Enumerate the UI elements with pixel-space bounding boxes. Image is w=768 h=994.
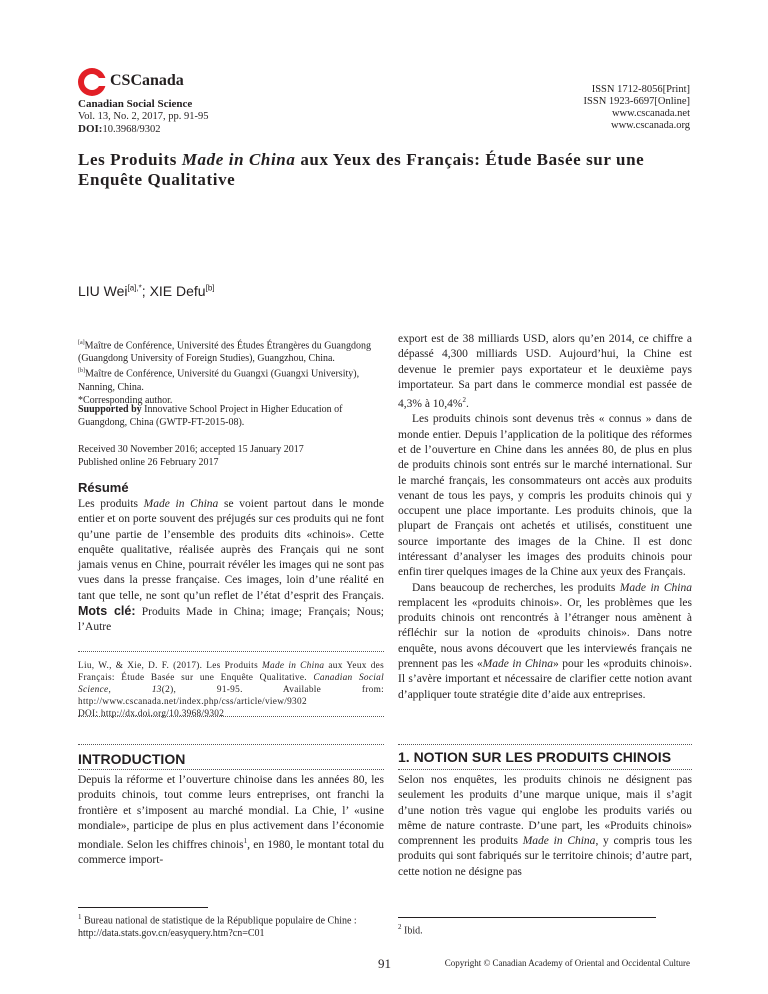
doi-label: DOI: (78, 123, 103, 135)
citation (78, 660, 384, 720)
intro-top-rule (78, 744, 384, 745)
issn-online: ISSN 1923-6697[Online] (583, 96, 690, 107)
website-link-2[interactable]: www.cscanada.org (610, 120, 690, 131)
footnote-num: 1 (78, 913, 82, 921)
received-date: Received 30 November 2016; accepted 15 January 2017 (78, 444, 304, 455)
intro-part: Depuis la réforme et l’ouverture chinoise dans les années 80, les produits chinois, tout comme leurs entreprises, ont franchi la frontière et s’imposent au marché mondial. La Chie, l’ «usine mondiale», participe de plus en plus activement dans l’économie mondiale. Selon les chiffres chinois (78, 774, 384, 852)
title-part: Les Produits (78, 150, 182, 169)
intro-heading: INTRODUCTION (78, 751, 186, 767)
intro-part: , en 1980, le montant total du commerce import- (78, 839, 384, 867)
authors (78, 283, 215, 299)
author-name: XIE Defu (149, 283, 206, 299)
cscanada-logo-icon (78, 68, 106, 96)
footnote-rule (78, 907, 208, 908)
footnote-rule (398, 917, 656, 918)
footnote-ref[interactable]: 1 (243, 837, 248, 846)
section1-top-rule (398, 744, 692, 745)
title-italic: Made in China (181, 150, 296, 169)
author-sup: [a],* (127, 283, 142, 293)
corresponding-author: *Corresponding author. (78, 394, 173, 406)
dates (78, 443, 384, 469)
citation-top-rule (78, 651, 384, 652)
citation-part: Liu, W., & Xie, D. F. (2017). Les Produits (78, 661, 262, 671)
article-title (78, 150, 698, 190)
keywords: Produits Made in China; image; Français; Nous; l’Autre (78, 606, 384, 634)
affil-sup: [b] (78, 368, 85, 375)
paragraph-part: . (466, 398, 469, 411)
journal-info (78, 98, 208, 136)
intro-bottom-rule (78, 769, 384, 770)
footnote-2 (398, 921, 692, 937)
funding-text: Innovative School Project in Higher Education of Guangdong, China (GWTP-FT-2015-08). (78, 404, 343, 428)
resume-text (78, 497, 384, 636)
paragraph-part: Selon nos enquêtes, les produits chinois ne désignent pas seulement les produits d’une marque unique, mais il s’agit d’une notion très vague qui englobe les produits variés ou même de nature contraste. D’une part, les «Produits chinois» comprennent les produits (398, 774, 692, 848)
citation-part: aux Yeux des Français: Étude Basée sur une Enquête Qualitative. (78, 661, 384, 683)
page-number: 91 (378, 956, 391, 971)
paragraph: Les produits chinois sont devenus très « connus » dans de monde entier. Depuis l’application de la politique des réformes et de l’ouverture en Chine dans les années 80, de plus en plus de produits chinois sont entrés sur le marché international. Sur le marché français, les consommateurs ont accès aux produits venant de tous les pays, y compris les produits chinois qui y occupent une place importante. Les produits chinois, que la plupart de Français ont achetés et utilisés, constituent une source importante des images de la Chine. Il est donc intéressant d’analyser les images des produits chinois pour enfin tirer quelques images de la Chine aux yeux des Français. (398, 413, 692, 579)
paragraph-part: Dans beaucoup de recherches, les produits (412, 581, 620, 594)
resume-part: Les produits (78, 498, 144, 510)
author-separator: ; (141, 283, 150, 299)
section1-heading: 1. NOTION SUR LES PRODUITS CHINOIS (398, 749, 672, 765)
citation-italic: Made in China (261, 661, 325, 671)
funding-label: Suupported by (78, 404, 142, 415)
doi-value: 10.3968/9302 (102, 124, 161, 135)
publisher-name: CSCanada (110, 72, 184, 89)
footnote-text: Ibid. (404, 925, 423, 937)
intro-text (78, 773, 384, 869)
section1-text (398, 773, 692, 880)
published-date: Published online 26 February 2017 (78, 457, 219, 468)
author-name: LIU Wei (78, 283, 128, 299)
affiliation-a: Maître de Conférence, Université des Études Étrangères du Guangdong (Guangdong University of Foreign Studies), Guangzhou, China. (78, 340, 371, 365)
journal-volume: Vol. 13, No. 2, 2017, pp. 91-95 (78, 111, 209, 122)
footnote-1 (78, 911, 384, 940)
publisher-logo (78, 68, 238, 98)
journal-name: Canadian Social Science (78, 98, 193, 110)
paragraph-part: » pour les «produits chinois». Il s’avère important et nécessaire de clarifier cette notion avant d’appliquer toute stratégie dite d’aide aux entreprises. (398, 658, 692, 701)
paragraph-italic: Made in China (482, 658, 553, 671)
affiliations (78, 337, 384, 407)
footnote-num: 2 (398, 923, 402, 931)
section1-bottom-rule (398, 769, 692, 770)
right-column-text (398, 332, 692, 703)
paragraph-italic: Made in China (619, 581, 692, 594)
funding-note (78, 403, 384, 429)
citation-doi[interactable]: DOI: http://dx.doi.org/10.3968/9302 (78, 709, 225, 719)
author-sup: [b] (205, 283, 215, 293)
citation-bottom-rule (78, 716, 384, 717)
keywords-label: Mots clé: (78, 604, 136, 619)
resume-italic: Made in China (143, 498, 219, 510)
copyright: Copyright © Canadian Academy of Oriental and Occidental Culture (444, 958, 690, 968)
footnote-ref[interactable]: 2 (462, 396, 467, 405)
affiliation-b: Maître de Conférence, Université du Guangxi (Guangxi University), Nanning, China. (78, 368, 360, 393)
resume-part: se voient partout dans le monde entier et on porte souvent des préjugés sur ces produits qui ne font qu’une partie de l’ensemble des produits dits «chinois». Cette enquête qualitative, réalisée auprès des Français qui ne sont jamais venus en Chine, pourrait révéler les images qui ne sont pas vues dans la presse française. Ces images, loin d’une réalité en tant que telle, ne sont qu’un reflet de l’état d’esprit des Français. (78, 498, 384, 602)
title-part: aux Yeux des Français: Étude Basée sur une Enquête Qualitative (78, 150, 645, 189)
resume-heading: Résumé (78, 480, 129, 495)
website-link-1[interactable]: www.cscanada.net (611, 108, 690, 119)
paragraph-part: export est de 38 milliards USD, alors qu’en 2014, ce chiffre a dépassé 4,300 milliards USD. Aujourd’hui, la Chine est devenue le premier pays exportateur et le deuxième pays importateur. Sa part dans le commerce mondial est passée de 4,3% à 10,4% (398, 333, 692, 411)
affil-sup: [a] (78, 340, 85, 346)
citation-italic: Canadian Social Science, 13 (78, 673, 384, 695)
paragraph-part: , y compris tous les produits qui sont fabriqués sur le territoire chinois; d’autre part, cette notion ne désigne pas (398, 835, 692, 878)
citation-link[interactable]: (2), 91-95. Available from: http://www.cscanada.net/index.php/css/article/view/9302 (78, 685, 384, 707)
issn-block (584, 84, 690, 132)
paragraph-italic: Made in China (522, 835, 596, 848)
issn-print: ISSN 1712-8056[Print] (591, 84, 690, 95)
paragraph-part: remplacent les «produits chinois». Or, les problèmes que les produits chinois ont rencontrés à l’étranger nous amènent à réfléchir sur la notion de «produits chinois». Dans notre enquête, nous avons découvert que les interviewés français ne prennent pas les « (398, 596, 692, 671)
footnote-text: Bureau national de statistique de la République populaire de Chine : http://data.stats.gov.cn/easyquery.htm?cn=C01 (78, 915, 357, 940)
